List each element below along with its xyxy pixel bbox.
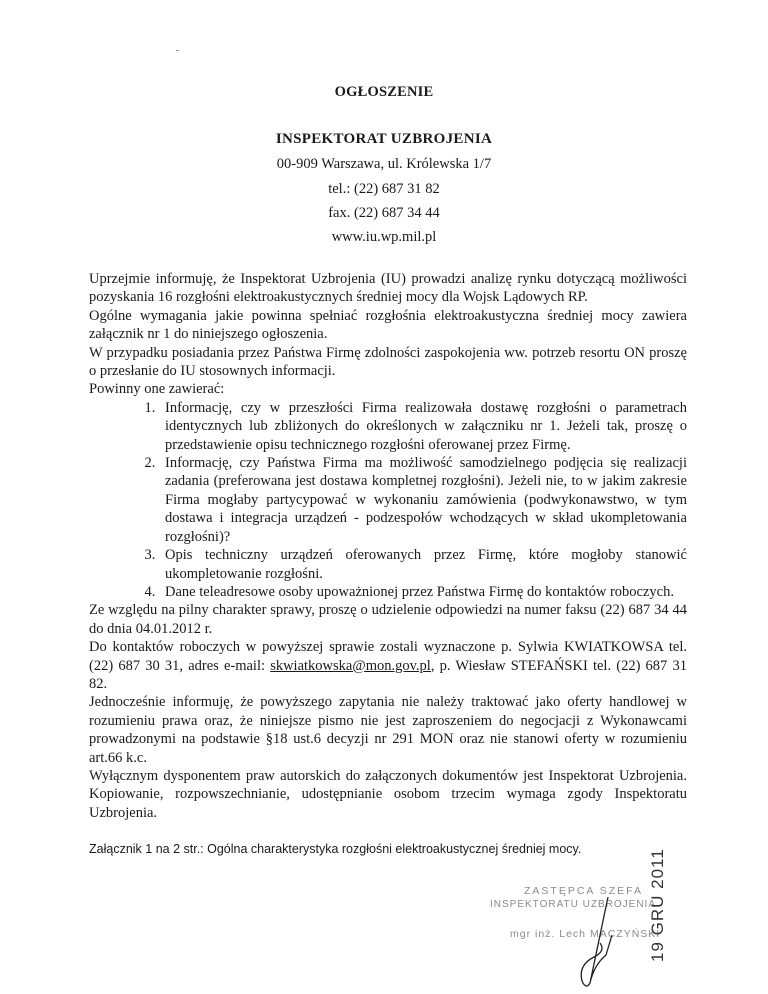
list-item: 1. Informację, czy w przeszłości Firma realizowała dostawę rozgłośni o parametrach identycznych lub zbliżonych do określonych w załączniku nr 1. Jeżeli tak, proszę o przedstawienie opisu technicznego rozgłośni oferowanej przez Firmę.: [159, 399, 687, 454]
date-stamp: 19 GRU 2011: [648, 848, 667, 962]
paragraph-contacts: [89, 638, 687, 693]
list-item: 4. Dane teleadresowe osoby upoważnionej przez Państwa Firmę do kontaktów roboczych.: [159, 583, 687, 601]
organization-fax: fax. (22) 687 34 44: [328, 205, 440, 221]
email-link[interactable]: skwiatkowska@mon.gov.pl: [270, 657, 431, 674]
attachment-note: Załącznik 1 na 2 str.: Ogólna charakterystyka rozgłośni elektroakustycznej średniej mocy.: [89, 842, 582, 856]
organization-name: INSPEKTORAT UZBROJENIA: [275, 131, 493, 147]
paragraph-request: W przypadku posiadania przez Państwa Firmę zdolności zaspokojenia ww. potrzeb resortu ON proszę o przesłanie do IU stosownych informacji.: [89, 344, 687, 380]
organization-address: 00-909 Warszawa, ul. Królewska 1/7: [276, 156, 492, 172]
letter-body: [89, 270, 687, 822]
list-item: 2. Informację, czy Państwa Firma ma możliwość samodzielnego podjęcia się realizacji zadania (preferowana jest dostawa kompletnej rozgłośni). Jeżeli nie, to w jakim zakresie Firma mogłaby partycypować w wykonaniu zamówienia (podwykonawstwo, w tym dostawa i integracja urządzeń - podzespołów wchodzących w skład ukompletowania rozgłośni)?: [159, 454, 687, 546]
list-item: 3. Opis techniczny urządzeń oferowanych przez Firmę, które mogłoby stanowić ukompletowanie rozgłośni.: [159, 546, 687, 583]
paragraph-contents-lead: Powinny one zawierać:: [89, 381, 225, 398]
paragraph-requirements: Ogólne wymagania jakie powinna spełniać rozgłośnia elektroakustyczna średniej mocy zawiera załącznik nr 1 do niniejszego ogłoszenia.: [89, 307, 687, 343]
organization-www: www.iu.wp.mil.pl: [331, 229, 437, 245]
signature-icon: [560, 895, 640, 990]
paragraph-deadline: Ze względu na pilny charakter sprawy, proszę o udzielenie odpowiedzi na numer faksu (22) 687 34 44 do dnia 04.01.2012 r.: [89, 602, 687, 637]
paragraph-intro: Uprzejmie informuję, że Inspektorat Uzbrojenia (IU) prowadzi analizę rynku dotyczącą możliwości pozyskania 16 rozgłośni elektroakustycznych średniej mocy dla Wojsk Lądowych RP.: [89, 271, 687, 306]
paragraph-disclaimer: Jednocześnie informuję, że powyższego zapytania nie należy traktować jako oferty handlowej w rozumieniu prawa oraz, że niniejsze pismo nie jest zaproszeniem do negocjacji z Wykonawcami prowadzonymi na podstawie §18 ust.6 decyzji nr 291 MON oraz nie stanowi oferty w rozumieniu art.66 k.c.: [89, 694, 687, 766]
requirements-list: [89, 399, 687, 601]
stamp-person: mgr inż. Lech MACZYŃSKI: [510, 928, 661, 940]
stamp-institution: INSPEKTORATU UZBROJENIA: [490, 899, 656, 910]
contacts-text-end: , p. Wiesław STEFAŃSKI tel. (22) 687 31 82.: [89, 657, 687, 692]
contacts-text: Do kontaktów roboczych w powyższej sprawie zostali wyznaczone p. Sylwia KWIATKOWSA tel. (22) 687 30 31, adres e-mail:: [89, 639, 687, 674]
stamp-title: ZASTĘPCA SZEFA: [524, 885, 644, 897]
document-heading: OGŁOSZENIE: [334, 84, 434, 100]
organization-tel: tel.: (22) 687 31 82: [328, 181, 440, 197]
scan-speck: [176, 50, 179, 51]
paragraph-copyright: Wyłącznym dysponentem praw autorskich do załączonych dokumentów jest Inspektorat Uzbrojenia. Kopiowanie, rozpowszechnianie, udostępnianie osobom trzecim wymaga zgody Inspektoratu Uzbrojenia.: [89, 767, 687, 821]
